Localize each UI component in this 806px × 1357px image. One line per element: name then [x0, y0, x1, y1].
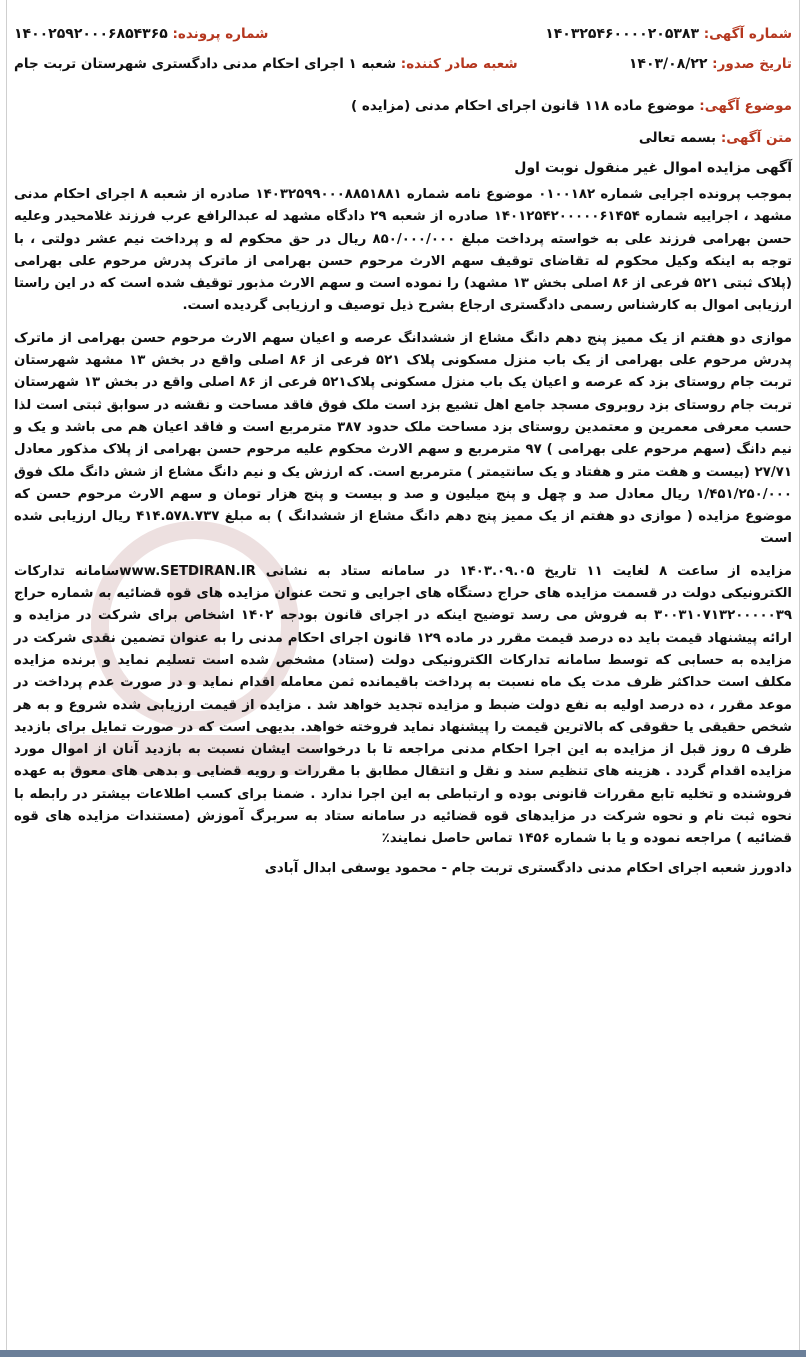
subject-line [14, 98, 792, 114]
issuer [14, 56, 518, 72]
paragraph-1: بموجب پرونده اجرایی شماره ۰۱۰۰۱۸۲ موضوع نامه شماره ۱۴۰۳۲۵۹۹۰۰۰۸۸۵۱۸۸۱ صادره از شعبه ۸ اجرای احکام مدنی مشهد ، اجراییه شماره ۱۴۰۱۲۵۴۲۰۰۰۰۰۶۱۴۵۴ صادره از شعبه ۲۹ دادگاه مشهد له عبدالرافع عرب فرزند غلامحیدر وعلیه حسن بهرامی فرزند علی به خواسته پرداخت مبلغ ۸۵۰/۰۰۰/۰۰۰ ریال در حق محکوم له و پرداخت نیم عشر دولتی ، با توجه به اینکه وکیل محکوم له تقاضای توقیف سهم الارث مرحوم حسن بهرامی از ماترک پدرش مرحوم علی بهرامی (پلاک ثبتی ۵۲۱ فرعی از ۸۶ اصلی بخش ۱۳ مشهد) را نموده است و سهم الارث مذبور توقیف شده است که در این راستا ارزیابی اموال به کارشناس رسمی دادگستری ارجاع بشرح ذیل توصیف و ارزیابی گردیده است. [14, 187, 793, 314]
subject-label: موضوع آگهی: [699, 98, 792, 114]
bottom-bar [0, 1350, 806, 1357]
file-number [14, 26, 268, 42]
file-number-label: شماره پرونده: [172, 26, 269, 42]
ad-number-label: شماره آگهی: [703, 26, 792, 42]
setdiran-link[interactable]: www.SETDIRAN.IR [119, 563, 256, 579]
issue-row [14, 56, 792, 72]
body-intro-label: متن آگهی: [720, 130, 792, 146]
issue-date-value: ۱۴۰۳/۰۸/۲۲ [628, 56, 708, 72]
issue-date [629, 56, 792, 72]
paragraph-3 [14, 561, 792, 851]
paragraph-3-rest: سامانه تدارکات الکترونیکی دولت در قسمت مزایده های حراج دستگاه های اجرایی و تحت عنوان مزایده های قوه قضائیه به شماره حراج ۳۰۰۳۱۰۷۱۳۲۰۰۰۰۰۳۹ به فروش می رسد توضیح اینکه در اجرای قانون بودجه ۱۴۰۲ اشخاص برای شرکت در مزایده و ارائه پیشنهاد قیمت باید ده درصد قیمت مقرر در ماده ۱۲۹ قانون اجرای احکام مدنی را به عنوان تضمین نقدی شرکت در مزایده به حسابی که توسط سامانه تدارکات الکترونیکی دولت (ستاد) مشخص شده است تسلیم نماید و برنده مزایده مکلف است حداکثر ظرف مدت یک ماه نسبت به پرداخت باقیمانده ثمن معامله اقدام نماید و در صورت عدم پرداخت در موعد مقرر ، ده درصد اولیه به نفع دولت ضبط و مزایده تجدید خواهد شد . مزایده از قیمت ارزیابی شده شروع و به هر شخص حقیقی یا حقوقی که بالاترین قیمت را پیشنهاد نماید فروخته خواهد. بدیهی است که در صورت تمایل برای بازدید ظرف ۵ روز قبل از مزایده به این اجرا احکام مدنی مراجعه تا با درخواست ایشان نسبت به بازدید آنان از اموال مورد مزایده اقدام گردد . هزینه های تنظیم سند و نقل و انتقال مطابق با مقررات و رویه قضایی و بدهی های معوق به عهده فروشنده و تخلیه تابع مقررات قانونی بوده و ارتباطی به این اجرا ندارد . ضمنا برای کسب اطلاعات بیشتر در رابطه با نحوه ثبت نام و نحوه شرکت در مزایدهای قوه قضائیه در سامانه ستاد به سربرگ آموزش (مستندات مزایده های قوه قضائیه ) مراجعه نموده و یا با شماره ۱۴۵۶ تماس حاصل نمایند٪ [14, 563, 792, 847]
issue-date-label: تاریخ صدور: [712, 56, 792, 72]
issuer-label: شعبه صادر کننده: [400, 56, 518, 72]
announcement-title: آگهی مزایده اموال غیر منقول نوبت اول [514, 160, 792, 176]
issuer-value: شعبه ۱ اجرای احکام مدنی دادگستری شهرستان تربت جام [14, 56, 397, 72]
paragraph-3-start: مزایده از ساعت ۸ لغایت ۱۱ تاریخ ۱۴۰۳.۰۹.۰۵ در سامانه ستاد به نشانی [255, 563, 792, 579]
file-number-value: ۱۴۰۰۲۵۹۲۰۰۰۶۸۵۴۳۶۵ [14, 26, 168, 42]
ad-number [545, 26, 792, 42]
signature-line: دادورز شعبه اجرای احکام مدنی دادگستری تربت جام - محمود یوسفی ابدال آبادی [264, 860, 792, 876]
header-row [14, 26, 792, 42]
body-intro-value: بسمه تعالی [638, 130, 717, 146]
paragraph-2: موازی دو هفتم از یک ممیز پنج دهم دانگ مشاع از ششدانگ عرصه و اعیان سهم الارث مرحوم حسن بهرامی از ماترک پدرش مرحوم علی بهرامی از یک باب منزل مسکونی پلاک ۵۲۱ فرعی از ۸۶ اصلی واقع در بخش ۱۳ مشهد شهرستان تربت جام روستای بزد که عرصه و اعیان یک باب منزل مسکونی پلاک۵۲۱ فرعی از ۸۶ اصلی واقع در بخش ۱۳ شهرستان تربت جام روستای بزد روبروی مسجد جامع اهل تشیع بزد است ملک فوق فاقد مساحت و نقشه در سوابق ثبتی است لذا حسب معرفی معمرین و معتمدین روستای بزد مساحت ملک حدود ۳۸۷ مترمربع است و فاقد اعیان هم می باشد و یک و نیم دانگ (سهم مرحوم علی بهرامی ) ۹۷ مترمربع و سهم الارث محکوم علیه مرحوم حسن بهرامی از پلاک مذکور معادل ۲۷/۷۱ (بیست و هفت متر و هفتاد و یک سانتیمتر ) مترمربع است. که ارزش یک و نیم دانگ مشاع از شش دانگ ملک فوق ۱/۴۵۱/۲۵۰/۰۰۰ ریال معادل صد و چهل و پنج میلیون و صد و بیست و پنج هزار تومان و سهم الارث مرحوم حسن که موضوع مزایده ( موازی دو هفتم از یک ممیز پنج دهم دانگ مشاع از ششدانگ ) به مبلغ ۴۱۴.۵۷۸.۷۳۷ ریال ارزیابی شده است [14, 330, 792, 547]
announcement-document [14, 26, 792, 876]
body-intro-line [14, 130, 792, 146]
subject-value: موضوع ماده ۱۱۸ قانون اجرای احکام مدنی (مزایده ) [351, 98, 695, 114]
ad-number-value: ۱۴۰۳۲۵۴۶۰۰۰۰۲۰۵۳۸۳ [545, 26, 699, 42]
